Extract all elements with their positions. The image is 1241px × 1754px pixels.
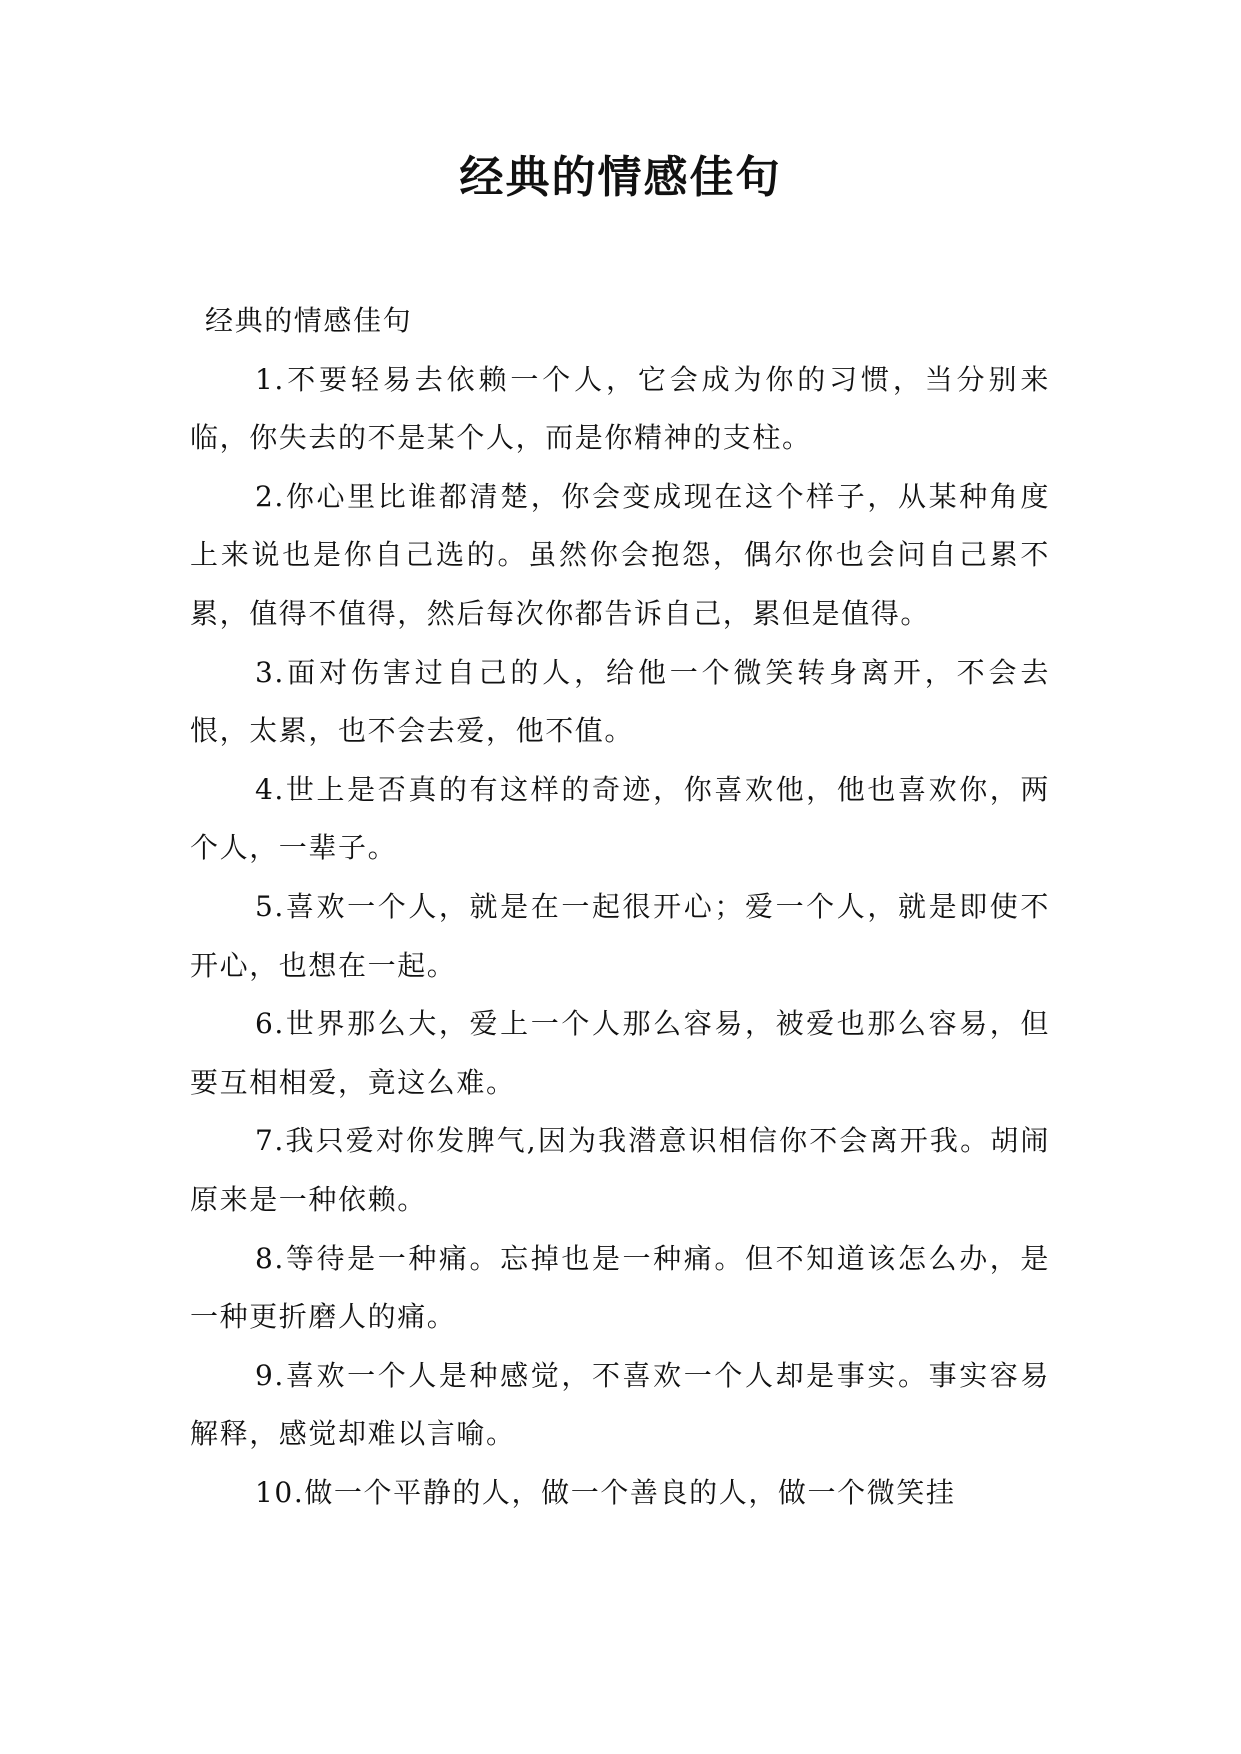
- paragraph-10: 10.做一个平静的人，做一个善良的人，做一个微笑挂: [255, 1475, 956, 1509]
- paragraph-3: 3.面对伤害过自己的人，给他一个微笑转身离开，不会去恨，太累，也不会去爱，他不值。: [190, 655, 1050, 748]
- document-subtitle: 经典的情感佳句: [205, 304, 413, 337]
- paragraph-4: 4.世上是否真的有这样的奇迹，你喜欢他，他也喜欢你，两个人，一辈子。: [190, 772, 1050, 865]
- paragraph-1: 1.不要轻易去依赖一个人，它会成为你的习惯，当分别来临，你失去的不是某个人，而是你精神的支柱。: [190, 362, 1050, 455]
- document-title: 经典的情感佳句: [459, 152, 782, 203]
- paragraph-2: 2.你心里比谁都清楚，你会变成现在这个样子，从某种角度上来说也是你自己选的。虽然你会抱怨，偶尔你也会问自己累不累，值得不值得，然后每次你都告诉自己，累但是值得。: [190, 479, 1050, 630]
- paragraph-9: 9.喜欢一个人是种感觉，不喜欢一个人却是事实。事实容易解释，感觉却难以言喻。: [190, 1358, 1050, 1451]
- paragraph-6: 6.世界那么大，爱上一个人那么容易，被爱也那么容易，但要互相相爱，竟这么难。: [190, 1007, 1050, 1099]
- paragraph-8: 8.等待是一种痛。忘掉也是一种痛。但不知道该怎么办，是一种更折磨人的痛。: [190, 1241, 1050, 1334]
- paragraph-5: 5.喜欢一个人，就是在一起很开心；爱一个人，就是即使不开心，也想在一起。: [190, 889, 1050, 982]
- paragraph-7: 7.我只爱对你发脾气,因为我潜意识相信你不会离开我。胡闹原来是一种依赖。: [190, 1124, 1050, 1216]
- document-body: [190, 292, 1050, 1522]
